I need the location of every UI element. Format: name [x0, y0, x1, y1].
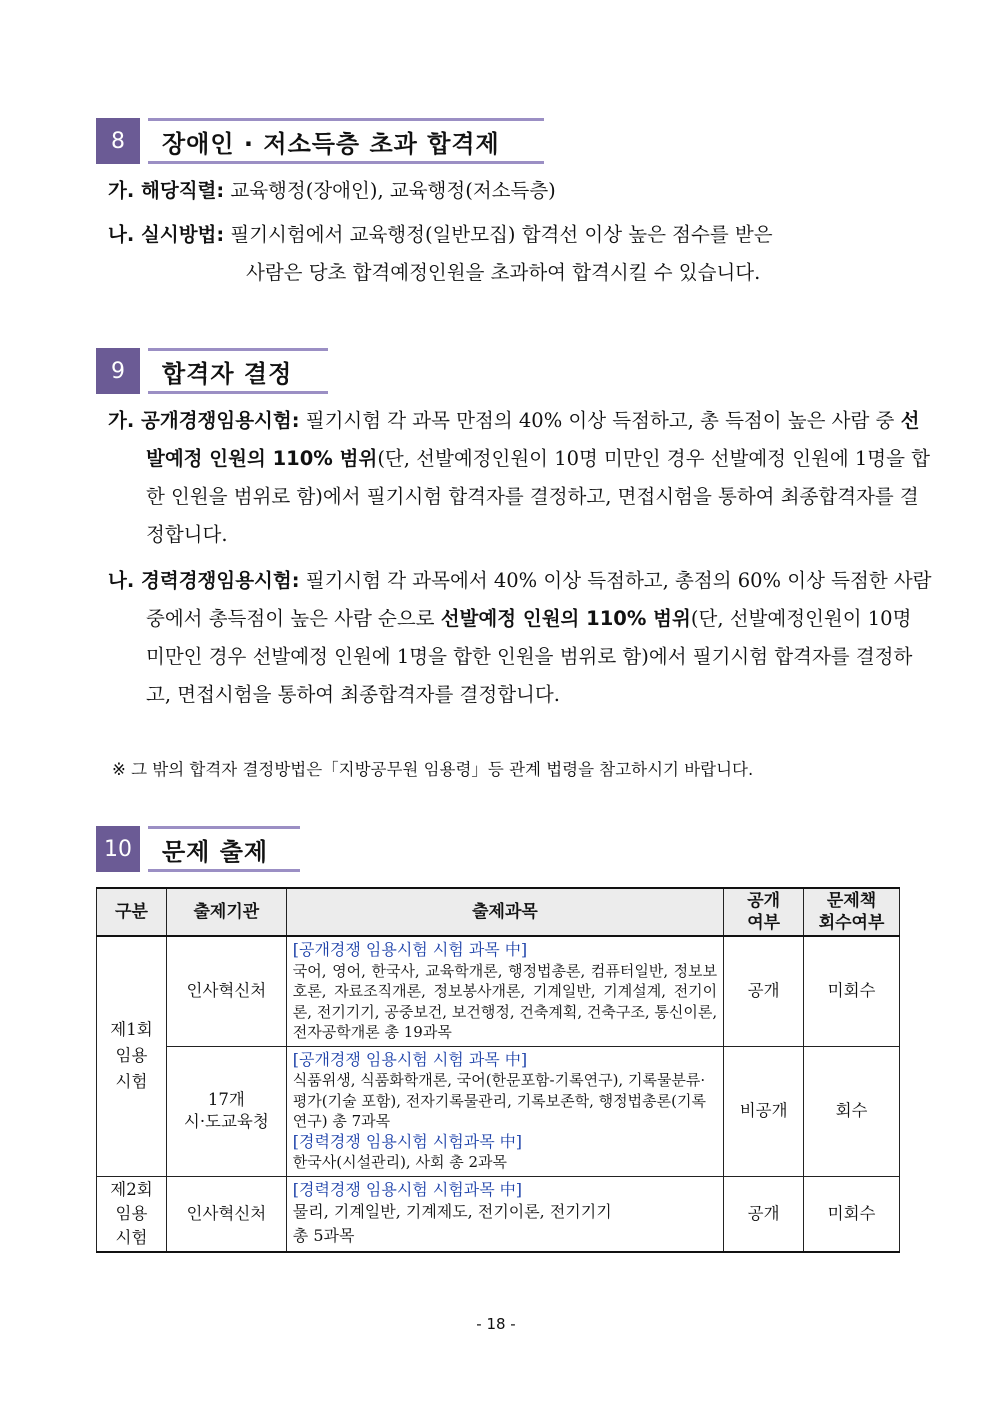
item-text: (단, 선발예정인원이 10명 미만인 경우 선발예정 인원에 1명을 합한 인원을 범위로 함)에서 필기시험 합격자를 결정하고, 면접시험을 통하여 최종합격자를 결정합니다.	[146, 447, 931, 546]
section-title-box	[148, 348, 328, 394]
item-text-continued: 사람은 당초 합격예정인원을 초과하여 합격시킬 수 있습니다.	[246, 261, 761, 284]
section-title-box	[148, 826, 300, 872]
row-agency: 인사혁신처	[166, 936, 286, 1046]
section-9-item-b	[108, 562, 936, 714]
subject-heading: [공개경쟁 임용시험 시험 과목 中]	[292, 1049, 528, 1069]
section-title: 문제 출제	[162, 837, 269, 866]
section-8-header	[96, 118, 544, 164]
item-label: 가. 공개경쟁임용시험:	[108, 409, 300, 432]
item-text: (단, 선발예정인원이 10명 미만인 경우 선발예정 인원에 1명을 합한 인원을 범위로 함)에서 필기시험 합격자를 결정하고, 면접시험을 통하여 최종합격자를 결정합니다.	[146, 607, 913, 706]
section-number: 9	[96, 348, 140, 394]
table-row	[97, 1176, 900, 1252]
row-recovery: 미회수	[804, 1176, 900, 1252]
exam-subject-table	[96, 887, 900, 1253]
section-title-box	[148, 118, 544, 164]
item-text: 교육행정(장애인), 교육행정(저소득층)	[224, 179, 556, 202]
header-category: 구분	[97, 888, 167, 936]
subject-list: 물리, 기계일반, 기계제도, 전기이론, 전기기기 총 5과목	[292, 1202, 612, 1245]
section-title: 합격자 결정	[162, 359, 293, 388]
row-recovery: 미회수	[804, 936, 900, 1046]
header-recovery: 문제책 회수여부	[804, 888, 900, 936]
table-row	[97, 1046, 900, 1176]
header-public: 공개 여부	[724, 888, 804, 936]
row-agency: 인사혁신처	[166, 1176, 286, 1252]
item-label: 나. 실시방법:	[108, 223, 225, 246]
item-text: 필기시험 각 과목에서 40% 이상 득점하고, 총점의 60% 이상 득점한 사람 중에서 총득점이 높은 사람 순으로	[146, 569, 932, 630]
section-title: 장애인 · 저소득층 초과 합격제	[162, 129, 500, 158]
row-public: 비공개	[724, 1046, 804, 1176]
table-row	[97, 936, 900, 1046]
table-header-row	[97, 888, 900, 936]
item-text: 필기시험 각 과목 만점의 40% 이상 득점하고, 총 득점이 높은 사람 중	[299, 409, 901, 432]
row-public: 공개	[724, 1176, 804, 1252]
subject-heading: [경력경쟁 임용시험 시험과목 中]	[292, 1131, 522, 1151]
item-label: 나. 경력경쟁임용시험:	[108, 569, 300, 592]
subject-list: 식품위생, 식품화학개론, 국어(한문포함-기록연구), 기록물분류·평가(기술 포함), 전자기록물관리, 기록보존학, 행정법총론(기록연구) 총 7과목	[292, 1071, 706, 1130]
page-number: - 18 -	[476, 1315, 516, 1333]
item-text: 필기시험에서 교육행정(일반모집) 합격선 이상 높은 점수를 받은	[224, 223, 773, 246]
subject-heading: [공개경쟁 임용시험 시험 과목 中]	[292, 940, 528, 959]
subject-heading: [경력경쟁 임용시험 시험과목 中]	[292, 1179, 522, 1199]
header-agency: 출제기관	[166, 888, 286, 936]
section-8-item-b	[108, 216, 898, 292]
subject-list: 한국사(시설관리), 사회 총 2과목	[292, 1153, 507, 1171]
row-subjects	[286, 936, 723, 1046]
section-9-item-a	[108, 402, 936, 554]
item-label: 가. 해당직렬:	[108, 179, 225, 202]
row-public: 공개	[724, 936, 804, 1046]
section-9-header	[96, 348, 328, 394]
round-2-label: 제2회 임용 시험	[97, 1176, 167, 1252]
round-1-label: 제1회 임용 시험	[97, 936, 167, 1176]
row-subjects	[286, 1046, 723, 1176]
reference-note: ※ 그 밖의 합격자 결정방법은「지방공무원 임용령」등 관계 법령을 참고하시기 바랍니다.	[112, 760, 754, 779]
subject-list: 국어, 영어, 한국사, 교육학개론, 행정법총론, 컴퓨터일반, 정보보호론, 자료조직개론, 정보봉사개론, 기계일반, 기계설계, 전기이론, 전기기기, 공중보건, 보건행정, 건축계획, 건축구조, 통신이론, 전자공학개론 총 19과목	[292, 961, 718, 1041]
header-subjects: 출제과목	[286, 888, 723, 936]
item-emphasis: 선발예정 인원의 110% 범위	[440, 607, 691, 630]
row-recovery: 회수	[804, 1046, 900, 1176]
section-8-item-a	[108, 172, 898, 210]
section-10-header	[96, 826, 300, 872]
item-emphasis: 선발예정 인원의 110% 범위	[146, 409, 920, 470]
section-number: 8	[96, 118, 140, 164]
section-number: 10	[96, 826, 140, 872]
row-agency: 17개 시·도교육청	[166, 1046, 286, 1176]
row-subjects	[286, 1176, 723, 1252]
